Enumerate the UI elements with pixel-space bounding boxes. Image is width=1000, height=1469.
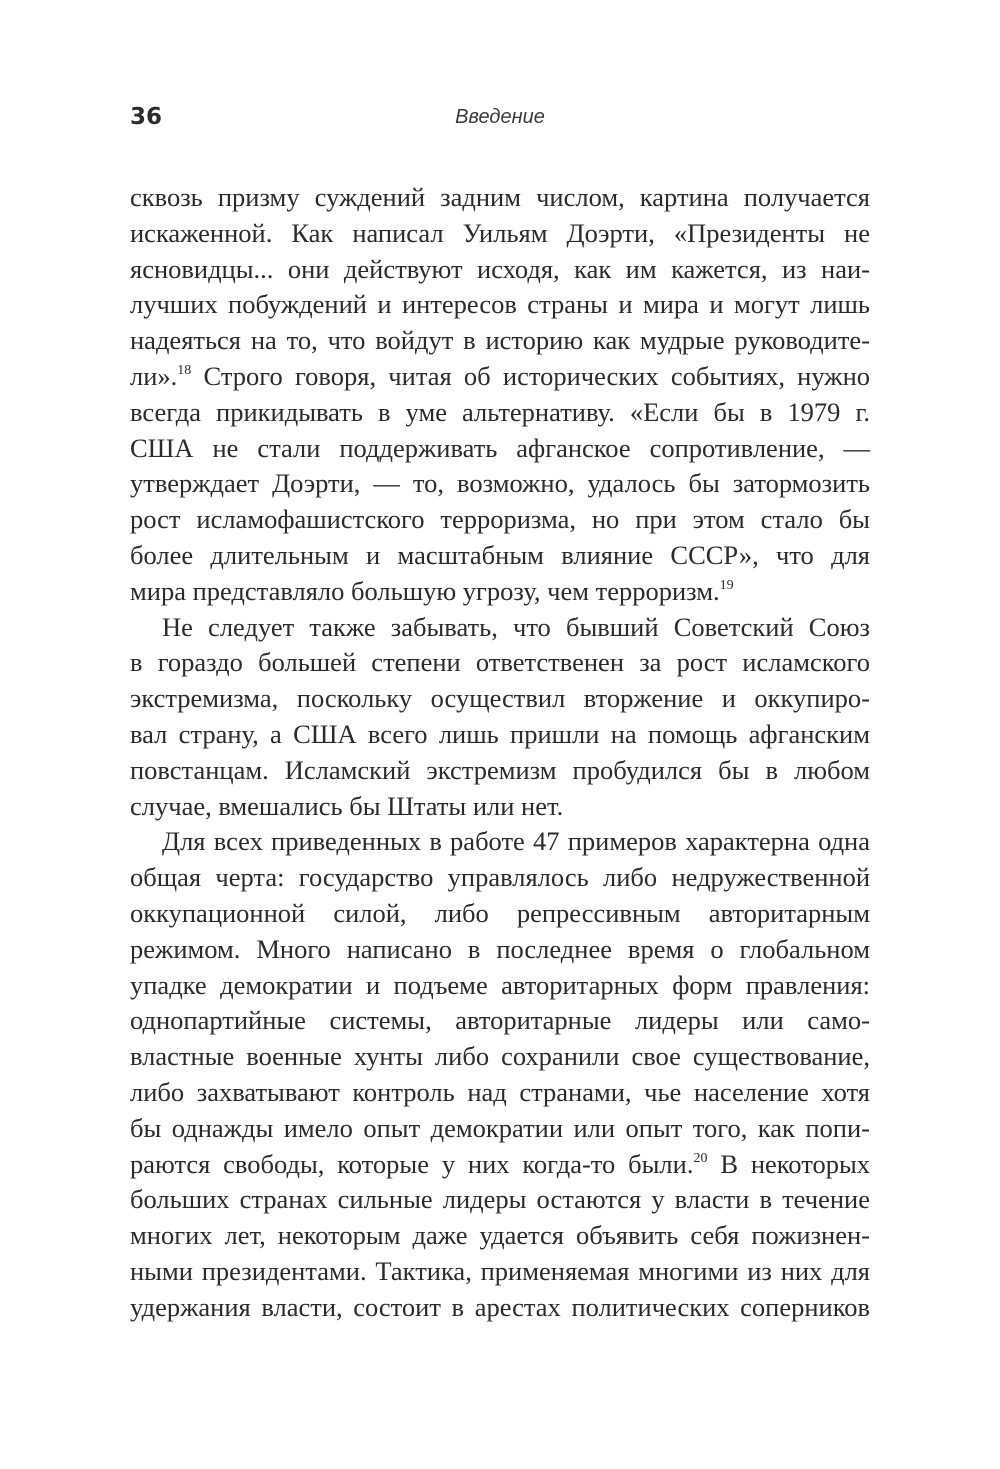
text-line: сквозь призму суждений задним числом, картина получается	[130, 182, 870, 212]
text-line: утверждает Доэрти, — то, возможно, удалось бы затормозить	[130, 468, 870, 499]
text-line: ными президентами. Тактика, применяемая многими из них для	[130, 1255, 870, 1286]
paragraph-3	[130, 824, 870, 1325]
text-line: либо захватывают контроль над странами, чье население хотя	[130, 1076, 870, 1107]
text-line	[130, 359, 870, 395]
text-fragment: раются свободы, которые у них когда-то были.	[130, 1148, 694, 1179]
footnote-ref[interactable]: 19	[719, 577, 734, 593]
running-head: Введение	[455, 106, 545, 128]
text-line: рост исламофашистского терроризма, но при этом стало бы	[130, 504, 870, 535]
text-line: повстанцам. Исламский экстремизм пробудился бы в любом	[130, 754, 870, 785]
footnote-ref[interactable]: 20	[693, 1150, 708, 1166]
text-line: удержания власти, состоит в арестах политических соперников	[130, 1291, 870, 1322]
paragraph-2	[130, 610, 870, 825]
text-line: однопартийные системы, авторитарные лидеры или само-	[130, 1005, 870, 1036]
text-fragment: мира представляло большую угрозу, чем терроризм.	[130, 575, 720, 606]
text-line: лучших побуждений и интересов страны и мира и могут лишь	[130, 289, 870, 320]
text-line: вал страну, а США всего лишь пришли на помощь афганским	[130, 718, 870, 749]
page-number: 36	[130, 104, 163, 130]
text-line: ясновидцы... они действуют исходя, как им кажется, из наи-	[130, 253, 870, 284]
text-line: Для всех приведенных в работе 47 примеров характерна одна	[162, 826, 870, 857]
text-line	[130, 1147, 870, 1183]
text-line: властные военные хунты либо сохранили свое существование,	[130, 1041, 870, 1072]
text-fragment: В некоторых	[720, 1148, 870, 1179]
text-line	[130, 574, 870, 610]
page-header	[130, 104, 870, 134]
text-line: надеяться на то, что войдут в историю как мудрые руководите-	[130, 325, 870, 356]
text-line: США не стали поддерживать афганское сопротивление, —	[130, 432, 870, 463]
paragraph-1	[130, 180, 870, 610]
text-line: Не следует также забывать, что бывший Советский Союз	[162, 611, 870, 642]
text-line: режимом. Много написано в последнее время о глобальном	[130, 933, 870, 964]
footnote-ref[interactable]: 18	[177, 362, 192, 378]
text-line: экстремизма, поскольку осуществил вторжение и оккупиро-	[130, 683, 870, 714]
text-line: упадке демократии и подъеме авторитарных форм правления:	[130, 969, 870, 1000]
text-line: всегда прикидывать в уме альтернативу. «Если бы в 1979 г.	[130, 396, 870, 427]
text-line: более длительным и масштабным влияние СССР», что для	[130, 539, 870, 570]
text-line: искаженной. Как написал Уильям Доэрти, «Президенты не	[130, 217, 870, 248]
text-line: больших странах сильные лидеры остаются у власти в течение	[130, 1184, 870, 1215]
text-fragment: Строго говоря, читая об исторических событиях, нужно	[203, 360, 871, 391]
text-line: оккупационной силой, либо репрессивным авторитарным	[130, 897, 870, 928]
text-line: в гораздо большей степени ответственен за рост исламского	[130, 647, 870, 678]
text-line: бы однажды имело опыт демократии или опыт того, как попи-	[130, 1112, 870, 1143]
text-line: общая черта: государство управлялось либо недружественной	[130, 862, 870, 893]
text-line: многих лет, некоторым даже удается объявить себя пожизнен-	[130, 1220, 870, 1251]
body-text	[130, 180, 870, 1326]
text-line: случае, вмешались бы Штаты или нет.	[130, 790, 564, 821]
text-fragment: ли».	[130, 360, 178, 391]
